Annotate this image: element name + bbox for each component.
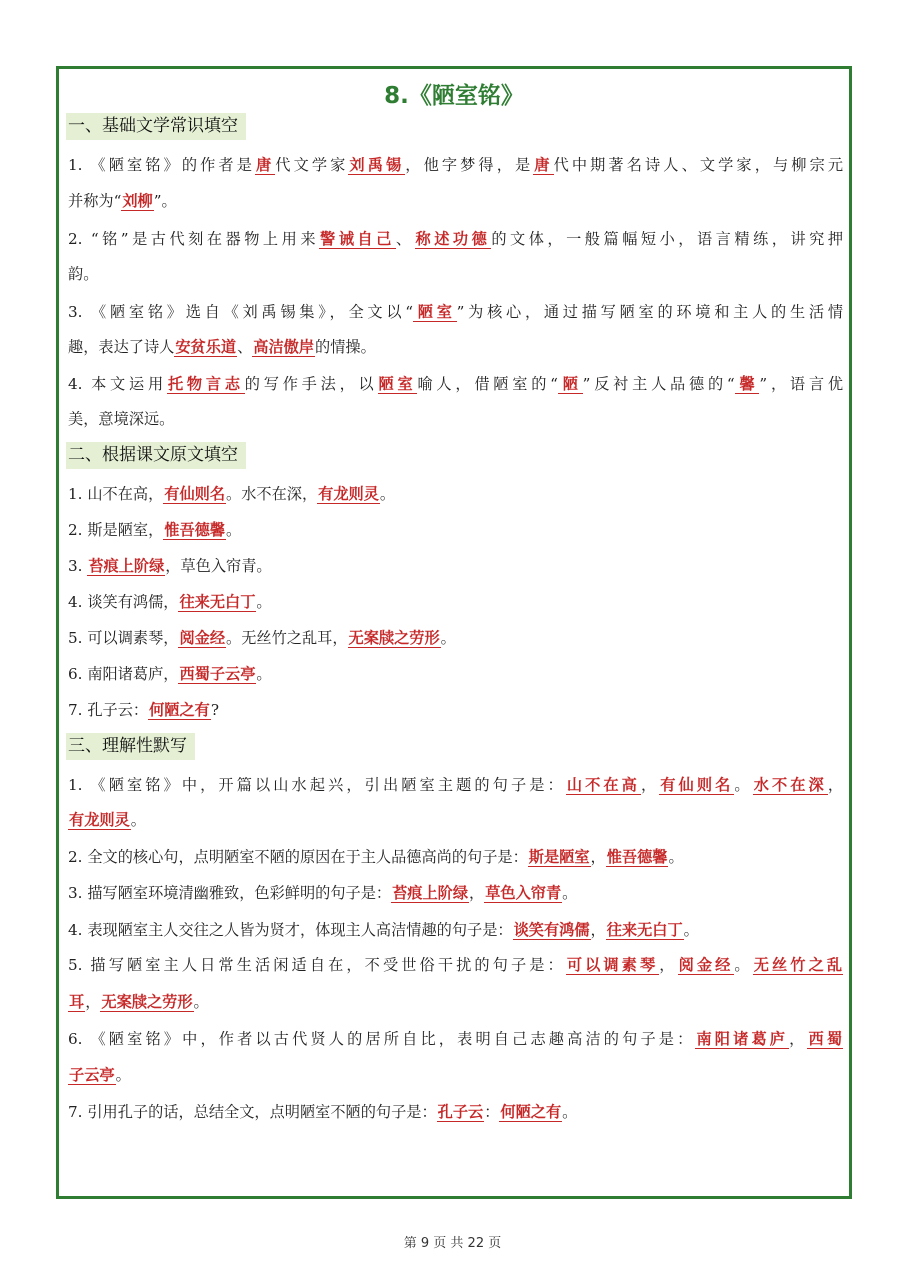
answer-blank: 警诫自己	[320, 230, 395, 248]
question-text: 7. 孔子云：	[68, 701, 149, 719]
answer-blank: 无案牍之劳形	[101, 993, 193, 1011]
answer-blank: 惟吾德馨	[164, 521, 226, 539]
question-text: ”，语言优	[759, 375, 843, 393]
question-text: 并称为“	[68, 192, 122, 210]
text-line	[68, 332, 843, 362]
question-text: ”反衬主人品德的“	[582, 375, 735, 393]
answer-blank: 安贫乐道	[175, 338, 237, 356]
section-heading: 二、根据课文原文填空	[66, 442, 246, 469]
question-text: 喻人，借陋室的“	[417, 375, 558, 393]
text-line	[68, 842, 843, 872]
answer-blank: 刘禹锡	[349, 156, 405, 174]
question-text: 3.	[68, 557, 88, 575]
question-text: 7. 引用孔子的话，总结全文，点明陋室不陋的句子是：	[68, 1103, 437, 1121]
question-text: ，	[85, 993, 101, 1011]
question-text: 。	[379, 485, 396, 503]
question-text: 3. 《陋室铭》选自《刘禹锡集》，全文以“	[68, 303, 414, 321]
answer-blank: 惟吾德馨	[606, 848, 668, 866]
question-text: 。	[193, 993, 209, 1011]
answer-blank: 草色入帘青	[485, 884, 562, 902]
answer-blank: 唐	[255, 156, 275, 174]
question-text: 。水不在深，	[226, 485, 318, 503]
text-line	[68, 404, 843, 434]
text-line	[68, 1024, 843, 1054]
question-text: ，	[659, 956, 678, 974]
question-text: ?	[210, 701, 219, 719]
text-line	[68, 150, 843, 180]
question-text: 、	[395, 230, 415, 248]
text-line	[68, 987, 843, 1017]
question-text: 。	[130, 811, 146, 829]
question-text: 6. 南阳诸葛庐，	[68, 665, 179, 683]
text-line	[68, 479, 843, 509]
question-text: 。无丝竹之乱耳，	[226, 629, 348, 647]
text-line	[68, 551, 843, 581]
question-text: 。	[256, 593, 272, 611]
answer-blank: 耳	[69, 993, 85, 1011]
question-text: 代文学家	[275, 156, 349, 174]
text-line	[68, 950, 843, 980]
answer-blank: 阅金经	[678, 956, 734, 974]
question-text: 的情操。	[315, 338, 376, 356]
answer-blank: 谈笑有鸿儒	[513, 921, 590, 939]
answer-blank: 苔痕上阶绿	[392, 884, 469, 902]
answer-blank: 托物言志	[167, 375, 244, 393]
question-text: ，他字梦得，是	[405, 156, 534, 174]
answer-blank: 西蜀子云亭	[179, 665, 256, 683]
question-text: ，	[789, 1030, 808, 1048]
answer-blank: 有龙则灵	[69, 811, 130, 829]
answer-blank: 山不在高	[566, 776, 640, 794]
text-line	[68, 1060, 843, 1090]
question-text: ，	[590, 921, 606, 939]
question-text: 。	[734, 956, 753, 974]
question-text: 2. 全文的核心句，点明陋室不陋的原因在于主人品德高尚的句子是：	[68, 848, 528, 866]
question-text: ”。	[153, 192, 177, 210]
text-line	[68, 515, 843, 545]
answer-blank: 南阳诸葛庐	[696, 1030, 789, 1048]
question-text: 5. 可以调素琴，	[68, 629, 179, 647]
question-text: 4. 本文运用	[68, 375, 167, 393]
question-text: 4. 谈笑有鸿儒，	[68, 593, 179, 611]
answer-blank: 无案牍之劳形	[348, 629, 440, 647]
question-text: ，	[469, 884, 485, 902]
question-text: 。	[668, 848, 684, 866]
answer-blank: 何陋之有	[500, 1103, 562, 1121]
question-text: 5. 描写陋室主人日常生活闲适自在，不受世俗干扰的句子是：	[68, 956, 566, 974]
question-text: 。	[562, 1103, 578, 1121]
question-text: 美，意境深远。	[68, 410, 175, 428]
worksheet-frame	[56, 66, 852, 1199]
answer-blank: 孔子云	[437, 1103, 484, 1121]
answer-blank: 往来无白丁	[606, 921, 683, 939]
question-text: ，	[590, 848, 606, 866]
question-text: 3. 描写陋室环境清幽雅致，色彩鲜明的句子是：	[68, 884, 392, 902]
answer-blank: 子云亭	[69, 1066, 115, 1084]
question-text: 。	[734, 776, 753, 794]
question-text: 4. 表现陋室主人交往之人皆为贤才，体现主人高洁情趣的句子是：	[68, 921, 513, 939]
answer-blank: 可以调素琴	[566, 956, 659, 974]
question-text: 6. 《陋室铭》中，作者以古代贤人的居所自比，表明自己志趣高洁的句子是：	[68, 1030, 696, 1048]
answer-blank: 有仙则名	[660, 776, 734, 794]
page-title: 8.《陋室铭》	[384, 83, 524, 109]
answer-blank: 往来无白丁	[179, 593, 256, 611]
question-text: ”为核心，通过描写陋室的环境和主人的生活情	[456, 303, 843, 321]
answer-blank: 何陋之有	[149, 701, 210, 719]
answer-blank: 有仙则名	[164, 485, 226, 503]
answer-blank: 称述功德	[415, 230, 491, 248]
question-text: 。	[226, 521, 242, 539]
answer-blank: 阅金经	[179, 629, 226, 647]
section-heading: 一、基础文学常识填空	[66, 113, 246, 140]
answer-blank: 有龙则灵	[318, 485, 379, 503]
answer-blank: 苔痕上阶绿	[88, 557, 165, 575]
answer-blank: 唐	[534, 156, 553, 174]
question-text: ，草色入帘青。	[165, 557, 272, 575]
question-text: 1. 山不在高，	[68, 485, 164, 503]
text-line	[68, 770, 843, 800]
answer-blank: 水不在深	[753, 776, 827, 794]
answer-blank: 陋室	[414, 303, 456, 321]
text-line	[68, 878, 843, 908]
question-text: 。	[256, 665, 272, 683]
question-text: 。	[683, 921, 699, 939]
question-text: 1. 《陋室铭》中，开篇以山水起兴，引出陋室主题的句子是：	[68, 776, 566, 794]
page-footer: 第 9 页 共 22 页	[403, 1236, 502, 1251]
text-line	[68, 224, 843, 254]
answer-blank: 西蜀	[808, 1030, 843, 1048]
question-text: 代中期著名诗人、文学家，与柳宗元	[553, 156, 843, 174]
question-text: ：	[484, 1103, 500, 1121]
text-line	[68, 915, 843, 945]
answer-blank: 陋	[558, 375, 582, 393]
question-text: 。	[440, 629, 456, 647]
question-text: 韵。	[68, 265, 99, 283]
question-text: ，	[827, 776, 843, 794]
answer-blank: 无丝竹之乱	[753, 956, 843, 974]
text-line	[68, 587, 843, 617]
answer-blank: 高洁傲岸	[253, 338, 314, 356]
question-text: ，	[640, 776, 660, 794]
question-text: 趣，表达了诗人	[68, 338, 175, 356]
question-text: 的文体，一般篇幅短小，语言精练，讲究押	[491, 230, 843, 248]
text-line	[68, 659, 843, 689]
text-line	[68, 186, 843, 216]
question-text: 2. “铭”是古代刻在器物上用来	[68, 230, 320, 248]
question-text: 。	[562, 884, 578, 902]
answer-blank: 斯是陋室	[528, 848, 590, 866]
text-line	[68, 259, 843, 289]
answer-blank: 刘柳	[122, 192, 153, 210]
answer-blank: 陋室	[378, 375, 417, 393]
text-line	[68, 805, 843, 835]
text-line	[68, 297, 843, 327]
answer-blank: 馨	[735, 375, 759, 393]
question-text: 、	[237, 338, 253, 356]
question-text: 。	[115, 1066, 131, 1084]
text-line	[68, 695, 843, 725]
text-line	[68, 623, 843, 653]
text-line	[68, 1097, 843, 1127]
question-text: 2. 斯是陋室，	[68, 521, 164, 539]
question-text: 的写作手法，以	[244, 375, 378, 393]
text-line	[68, 369, 843, 399]
section-heading: 三、理解性默写	[66, 733, 195, 760]
question-text: 1. 《陋室铭》的作者是	[68, 156, 255, 174]
